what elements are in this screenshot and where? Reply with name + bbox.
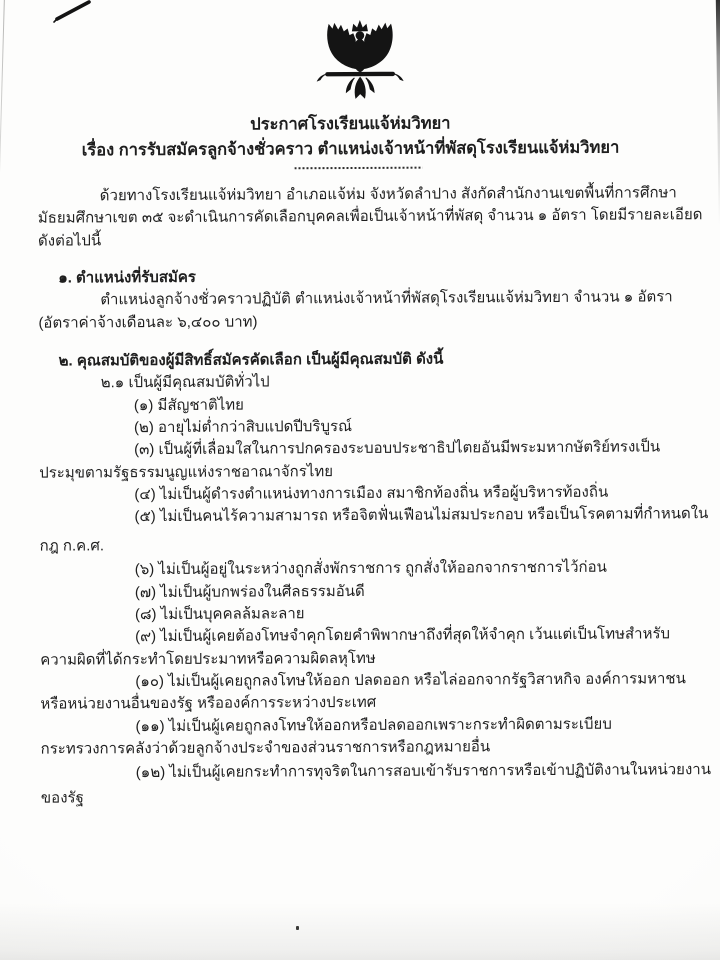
- doc-line: ความผิดที่ได้กระทำโดยประมาทหรือความผิดลหุโทษ: [40, 649, 376, 669]
- doc-title: ประกาศโรงเรียนแจ้ห่มวิทยา: [250, 114, 451, 134]
- announcement-document: [37, 0, 711, 810]
- doc-line: มัธยมศึกษาเขต ๓๕ จะดำเนินการคัดเลือกบุคคลเพื่อเป็นเจ้าหน้าที่พัสดุ จำนวน ๑ อัตรา โดยมีรายละเอียด: [37, 206, 703, 227]
- doc-line: (๑) มีสัญชาติไทย: [133, 396, 244, 414]
- doc-line: ดังต่อไปนี้: [37, 231, 102, 250]
- doc-line: (๒) อายุไม่ต่ำกว่าสิบแปดปีบริบูรณ์: [133, 418, 353, 437]
- doc-line: ๑. ตำแหน่งที่รับสมัคร: [58, 268, 196, 287]
- doc-line: ตำแหน่งลูกจ้างชั่วคราวปฏิบัติ ตำแหน่งเจ้าหน้าที่พัสดุโรงเรียนแจ้ห่มวิทยา จำนวน ๑ อัตรา: [100, 288, 673, 309]
- doc-line: ๒. คุณสมบัติของผู้มีสิทธิ์สมัครคัดเลือก เป็นผู้มีคุณสมบัติ ดังนี้: [58, 350, 444, 370]
- doc-line: (๙) ไม่เป็นผู้เคยต้องโทษจำคุกโดยคำพิพากษาถึงที่สุดให้จำคุก เว้นแต่เป็นโทษสำหรับ: [135, 625, 671, 646]
- doc-subject: เรื่อง การรับสมัครลูกจ้างชั่วคราว ตำแหน่งเจ้าหน้าที่พัสดุโรงเรียนแจ้ห่มวิทยา: [81, 138, 620, 160]
- doc-line: กฎ ก.ค.ศ.: [39, 537, 105, 555]
- paper-right-edge: [714, 0, 720, 225]
- doc-line: (๑๒) ไม่เป็นผู้เคยกระทำการทุจริตในการสอบเข้ารับราชการหรือเข้าปฏิบัติงานในหน่วยงาน: [135, 761, 711, 782]
- paper-left-edge: [0, 0, 5, 294]
- doc-line: (๕) ไม่เป็นคนไร้ความสามารถ หรือจิตฟั่นเฟือนไม่สมประกอบ หรือเป็นโรคตามที่กำหนดใน: [134, 505, 709, 526]
- doc-line: (อัตราค่าจ้างเดือนละ ๖,๔๐๐ บาท): [38, 313, 258, 332]
- doc-line: กระทรวงการคลังว่าด้วยลูกจ้างประจำของส่วนราชการหรือกฎหมายอื่น: [40, 738, 491, 758]
- garuda-emblem-icon: [308, 20, 412, 106]
- doc-line: ประมุขตามรัฐธรรมนูญแห่งราชอาณาจักรไทย: [39, 462, 334, 482]
- doc-line: (๓) เป็นผู้ที่เลื่อมใสในการปกครองระบอบประชาธิปไตยอันมีพระมหากษัตริย์ทรงเป็น: [134, 438, 661, 459]
- doc-line: (๖) ไม่เป็นผู้อยู่ในระหว่างถูกสั่งพักราชการ ถูกสั่งให้ออกจากราชการไว้ก่อน: [134, 558, 607, 579]
- doc-line: (๑๑) ไม่เป็นผู้เคยถูกลงโทษให้ออกหรือปลดออกเพราะกระทำผิดตามระเบียบ: [135, 715, 612, 735]
- divider-dashed-line: [295, 167, 423, 170]
- doc-line: (๑๐) ไม่เป็นผู้เคยถูกลงโทษให้ออก ปลดออก หรือไล่ออกจากรัฐวิสาหกิจ องค์การมหาชน: [135, 670, 686, 691]
- doc-line: หรือหน่วยงานอื่นของรัฐ หรือองค์การระหว่างประเทศ: [40, 694, 377, 713]
- doc-line: ของรัฐ: [40, 789, 84, 807]
- doc-line: (๔) ไม่เป็นผู้ดำรงตำแหน่งทางการเมือง สมาชิกท้องถิ่น หรือผู้บริหารท้องถิ่น: [134, 483, 609, 504]
- doc-line: (๘) ไม่เป็นบุคคลล้มละลาย: [134, 605, 305, 623]
- doc-line: ๒.๑ เป็นผู้มีคุณสมบัติทั่วไป: [100, 373, 270, 392]
- doc-line: (๗) ไม่เป็นผู้บกพร่องในศีลธรรมอันดี: [134, 582, 365, 601]
- doc-line: ด้วยทางโรงเรียนแจ้ห่มวิทยา อำเภอแจ้ห่ม จังหวัดลำปาง สังกัดสำนักงานเขตพื้นที่การศึกษา: [99, 184, 677, 205]
- paper-speck: [296, 926, 299, 930]
- doc-body: [37, 182, 711, 809]
